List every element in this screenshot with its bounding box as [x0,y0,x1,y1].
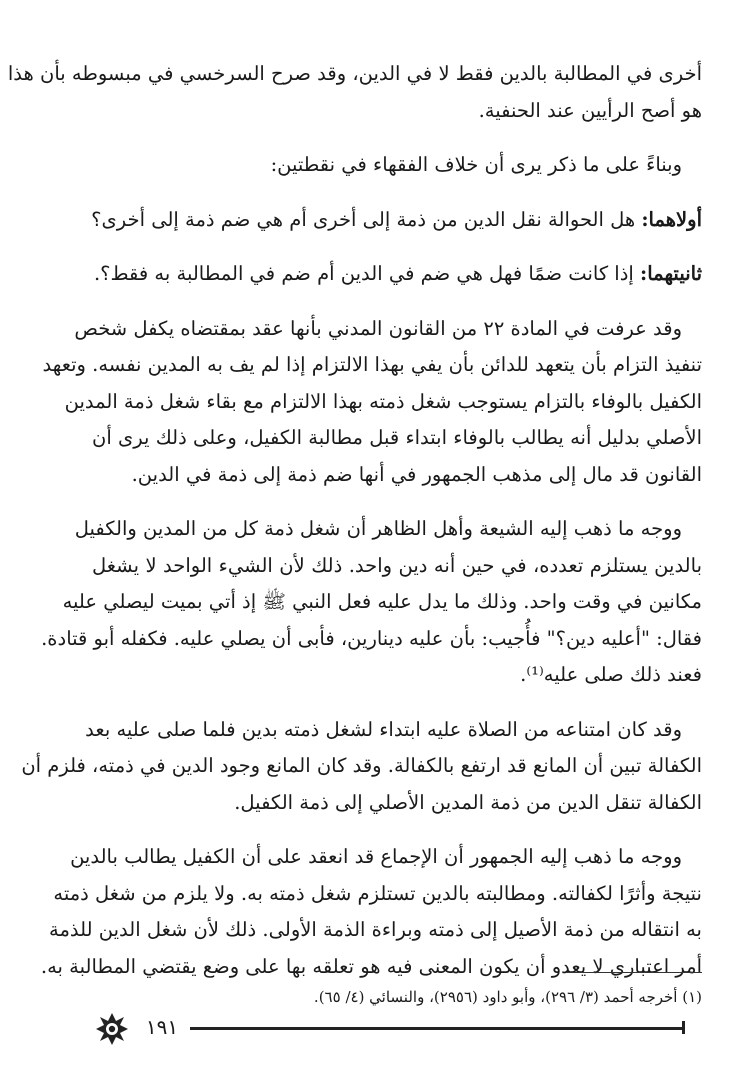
text-line: الكفالة تبين أن المانع قد ارتفع بالكفالة. وقد كان المانع وجود الدين في ذمته، فلزم أن [21,754,702,777]
paragraph-4 [92,256,702,293]
octagram-star-icon [95,1012,129,1046]
paragraph-8 [40,839,702,985]
paragraph-5 [42,311,702,494]
text-line: الكفيل بالوفاء بالتزام يستوجب شغل ذمته بهذا الالتزام مع بقاء شغل ذمة المدين [64,389,702,413]
text-line: مكانين في وقت واحد. وذلك ما يدل عليه فعل النبي ﷺ إذ أتي بميت ليصلي عليه [62,590,702,613]
paragraph-1 [7,56,702,129]
footnote-separator [566,972,702,973]
page-body [7,56,702,1003]
text-line: وقد كان امتناعه من الصلاة عليه ابتداء لشغل ذمته بدين فلما صلى عليه بعد [85,717,682,741]
paragraph-2 [92,147,702,184]
text-line [92,256,702,293]
text-line [92,202,702,239]
paragraph-6 [41,511,702,694]
text-line: ووجه ما ذهب إليه الجمهور أن الإجماع قد انعقد على أن الكفيل يطالب بالدين [70,845,682,868]
text-line: هو أصح الرأيين عند الحنفية. [478,98,702,122]
text-line: أخرى في المطالبة بالدين فقط لا في الدين، وقد صرح السرخسي في مبسوطه بأن هذا [7,62,702,85]
text-line: وقد عرفت في المادة ٢٢ من القانون المدني بأنها عقد بمقتضاه يكفل شخص [74,316,682,340]
paragraph-3 [92,202,702,239]
text-line: به انتقاله من ذمة الأصيل إلى ذمته وبراءة الذمة الأولى. ذلك لأن شغل الدين للذمة [49,918,702,941]
point-text: هل الحوالة نقل الدين من ذمة إلى أخرى أم هي ضم ذمة إلى أخرى؟ [91,207,642,231]
footnote: (١) أخرجه أحمد (٣/ ٢٩٦)، وأبو داود (٢٩٥٦)، والنسائي (٤/ ٦٥). [313,988,702,1006]
point-text: إذا كانت ضمًا فهل هي ضم في الدين أم ضم في المطالبة به فقط؟. [93,262,641,285]
footer-rule [190,1027,684,1030]
text-line: ووجه ما ذهب إليه الشيعة وأهل الظاهر أن شغل ذمة كل من المدين والكفيل [74,517,682,540]
text-line: فقال: "أعليه دين؟" فأُجيب: بأن عليه دينارين، فأبى أن يصلي عليه. فكفله أبو قتادة. [41,626,702,650]
text-line: الأصلي بدليل أنه يطالب بالوفاء ابتداء قبل مطالبة الكفيل، وعلى ذلك يرى أن [92,426,702,449]
text-line: أمر اعتباري لا يعدو أن يكون المعنى فيه هو تعلقه بها على وضع يقتضي المطالبة به. [40,954,702,978]
text-line: الكفالة تنقل الدين من ذمة المدين الأصلي إلى ذمة الكفيل. [234,790,702,814]
text-line: القانون قد مال إلى مذهب الجمهور في أنها ضم ذمة إلى ذمة في الدين. [131,462,702,486]
point-label: أولاهما: [641,207,702,231]
text-line: تنفيذ التزام بأن يتعهد للدائن بأن يفي بهذا الالتزام إذا لم يف به المدين نفسه. وتعهد [42,353,702,376]
paragraph-7 [21,712,702,822]
text-line: وبناءً على ما ذكر يرى أن خلاف الفقهاء في نقطتين: [270,153,682,176]
footer-rule-end [682,1021,685,1034]
text-line: فعند ذلك صلى عليه⁽¹⁾. [520,663,702,686]
page-number: ١٩١ [145,1015,179,1039]
text-line: بالدين يستلزم تعدده، في حين أنه دين واحد. ذلك لأن الشيء الواحد لا يشغل [92,553,702,577]
text-line: نتيجة وأثرًا لكفالته. ومطالبته بالدين تستلزم شغل ذمته به. ولا يلزم من شغل ذمته [53,881,702,905]
point-label: ثانيتهما: [640,262,702,285]
